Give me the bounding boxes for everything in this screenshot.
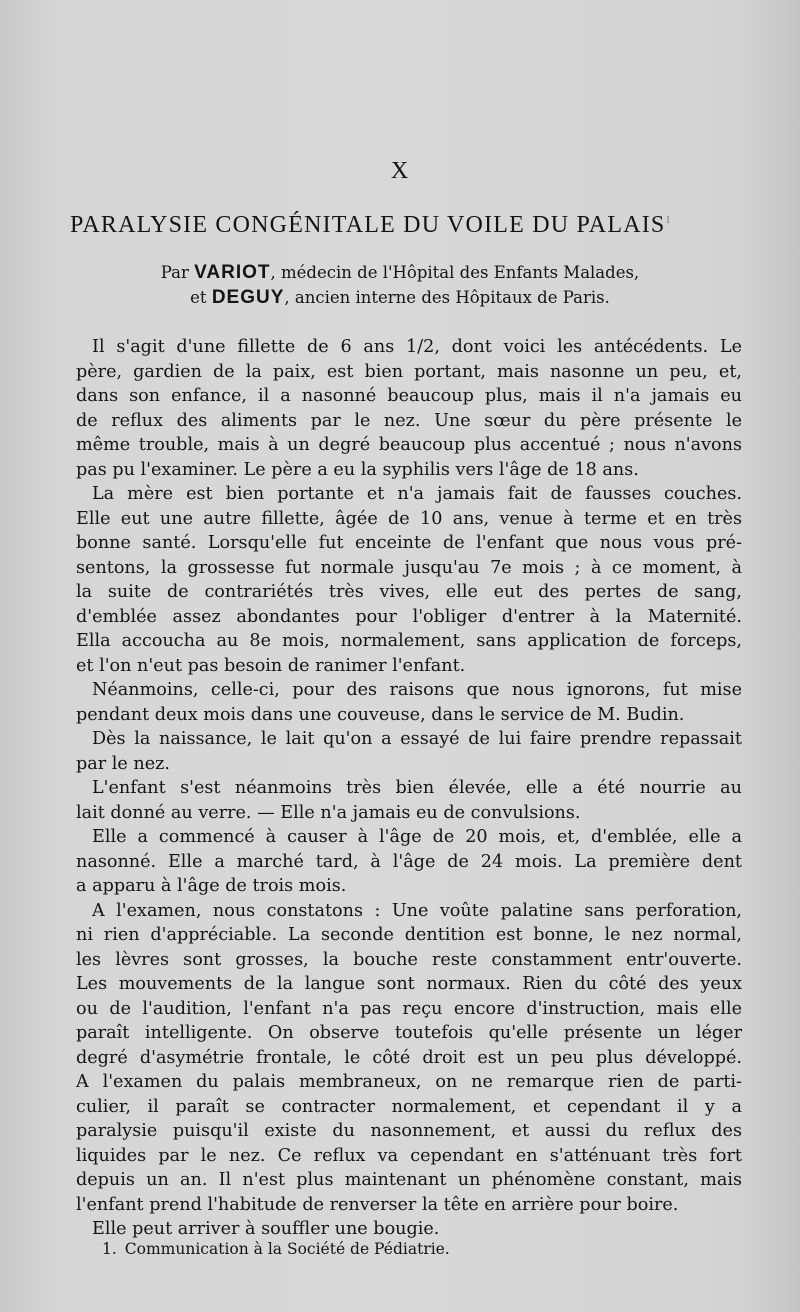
body-line: Elle eut une autre fillette, âgée de 10 ans, venue à terme et en très: [76, 508, 742, 529]
body-line: les lèvres sont grosses, la bouche reste constamment entr'ouverte.: [76, 949, 742, 970]
body-line: de reflux des aliments par le nez. Une sœur du père présente le: [76, 410, 742, 431]
body-line: sentons, la grossesse fut normale jusqu'au 7e mois ; à ce moment, à: [76, 557, 742, 578]
body-line: depuis un an. Il n'est plus maintenant un phénomène constant, mais: [76, 1170, 742, 1190]
body-line: paraît intelligente. On observe toutefois qu'elle présente un léger: [76, 1023, 742, 1043]
body-line: ni rien d'appréciable. La seconde dentition est bonne, le nez normal,: [76, 925, 742, 945]
body-line: a apparu à l'âge de trois mois.: [76, 876, 347, 896]
author-1-affiliation: , médecin de l'Hôpital des Enfants Malades,: [270, 263, 640, 282]
body-line: L'enfant s'est néanmoins très bien élevée, elle a été nourrie au: [92, 778, 742, 798]
body-line: père, gardien de la paix, est bien portant, mais nasonne un peu, et,: [76, 361, 742, 382]
body-line: Elle a commencé à causer à l'âge de 20 mois, et, d'emblée, elle a: [92, 827, 742, 847]
body-line: dans son enfance, il a nasonné beaucoup plus, mais il n'a jamais eu: [76, 386, 742, 406]
author-2: DEGUY: [211, 287, 285, 308]
author-1: VARIOT: [194, 262, 271, 283]
body-line: l'enfant prend l'habitude de renverser la tête en arrière pour boire.: [76, 1194, 679, 1215]
body-line: pas pu l'examiner. Le père a eu la syphilis vers l'âge de 18 ans.: [76, 459, 639, 480]
body-line: ou de l'audition, l'enfant n'a pas reçu encore d'instruction, mais elle: [76, 998, 742, 1019]
article-title: [70, 212, 770, 239]
body-line: La mère est bien portante et n'a jamais fait de fausses couches.: [92, 484, 742, 504]
body-line: et l'on n'eut pas besoin de ranimer l'enfant.: [76, 655, 466, 676]
body-line: Elle peut arriver à souffler une bougie.: [92, 1219, 440, 1239]
body-line: A l'examen du palais membraneux, on ne remarque rien de parti-: [76, 1072, 742, 1092]
footnote-number: 1.: [102, 1240, 117, 1258]
body-line: Ella accoucha au 8e mois, normalement, sans application de forceps,: [76, 631, 742, 651]
article-title-text: PARALYSIE CONGÉNITALE DU VOILE DU PALAIS: [70, 212, 666, 238]
byline-line-1: [0, 262, 800, 284]
body-line: Dès la naissance, le lait qu'on a essayé de lui faire prendre repassait: [92, 729, 742, 749]
body-line: par le nez.: [76, 753, 170, 774]
footnote: [102, 1240, 450, 1258]
body-line: pendant deux mois dans une couveuse, dans le service de M. Budin.: [76, 704, 685, 725]
body-line: Néanmoins, celle-ci, pour des raisons que nous ignorons, fut mise: [92, 680, 742, 700]
body-line: nasonné. Elle a marché tard, à l'âge de 24 mois. La première dent: [76, 851, 742, 872]
body-line: bonne santé. Lorsqu'elle fut enceinte de l'enfant que nous vous pré-: [76, 533, 742, 553]
body-line: degré d'asymétrie frontale, le côté droit est un peu plus développé.: [76, 1047, 742, 1068]
body-line: la suite de contrariétés très vives, elle eut des pertes de sang,: [76, 582, 742, 602]
body-line: culier, il paraît se contracter normalement, et cependant il y a: [76, 1096, 742, 1117]
author-2-affiliation: , ancien interne des Hôpitaux de Paris.: [284, 288, 610, 307]
footnote-text: Communication à la Société de Pédiatrie.: [124, 1240, 450, 1258]
body-line: A l'examen, nous constatons : Une voûte palatine sans perforation,: [92, 900, 742, 921]
body-line: Il s'agit d'une fillette de 6 ans 1/2, dont voici les antécédents. Le: [92, 337, 742, 357]
body-line: liquides par le nez. Ce reflux va cependant en s'atténuant très fort: [76, 1145, 742, 1166]
byline-prefix-2: et: [190, 288, 207, 307]
body-line: lait donné au verre. — Elle n'a jamais eu de convulsions.: [76, 802, 581, 823]
body-line: Les mouvements de la langue sont normaux. Rien du côté des yeux: [76, 974, 742, 994]
body-line: même trouble, mais à un degré beaucoup plus accentué ; nous n'avons: [76, 435, 742, 455]
chapter-number: X: [390, 158, 410, 184]
body-line: paralysie puisqu'il existe du nasonnement, et aussi du reflux des: [76, 1121, 742, 1141]
body-line: d'emblée assez abondantes pour l'obliger d'entrer à la Maternité.: [76, 606, 742, 627]
title-footnote-marker: 1: [665, 215, 672, 226]
byline-line-2: [0, 287, 800, 309]
byline-prefix-1: Par: [160, 263, 189, 282]
